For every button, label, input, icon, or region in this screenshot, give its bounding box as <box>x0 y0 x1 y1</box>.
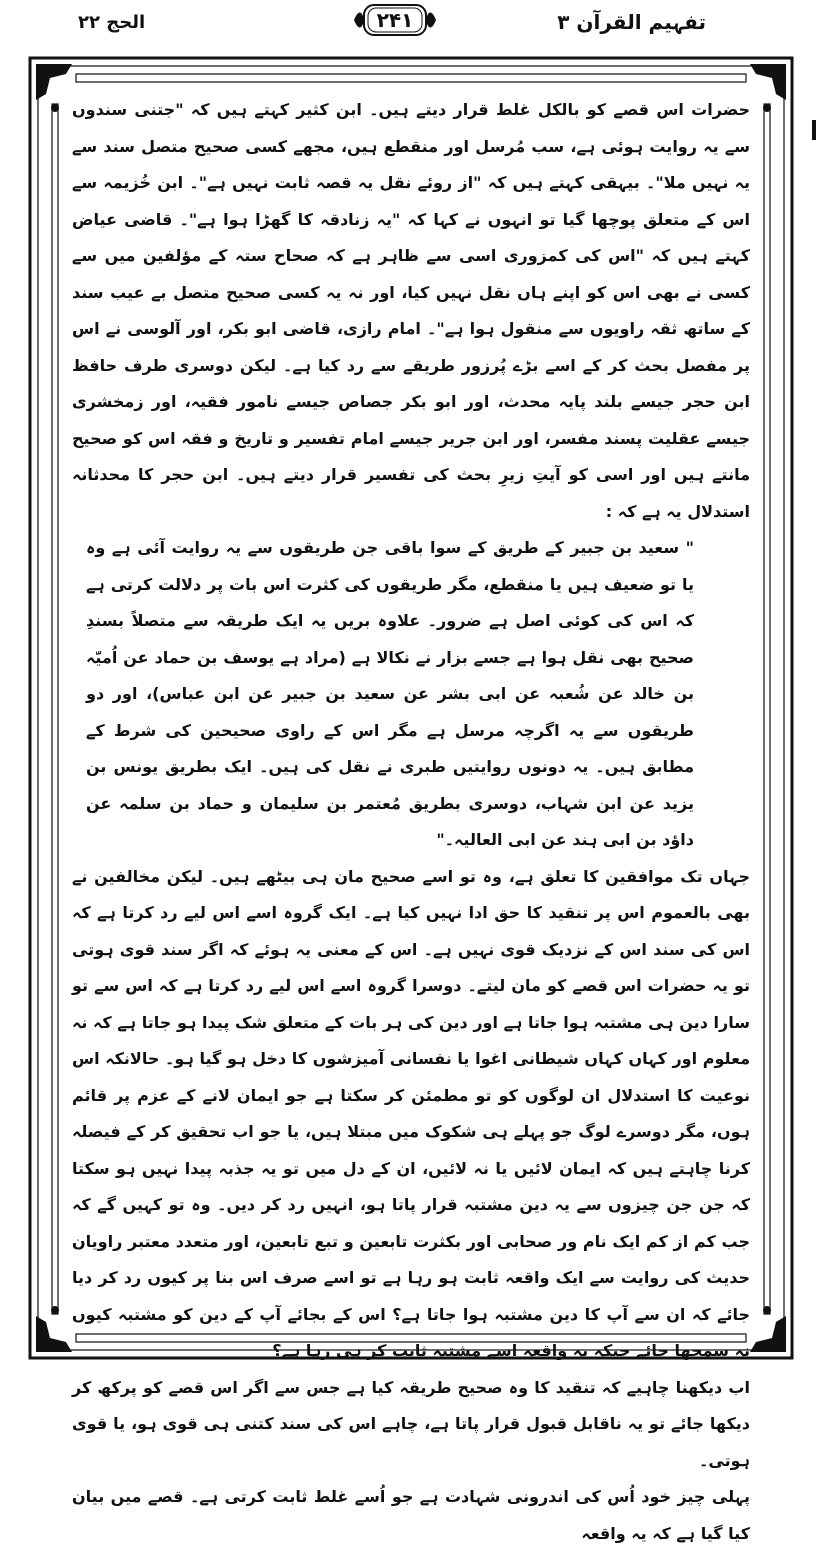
commentary-text <box>72 92 750 1543</box>
paragraph: اب دیکھنا چاہیے کہ تنقید کا وہ صحیح طریقہ کیا ہے جس سے اگر اس قصے کو پرکھ کر دیکھا جائے تو یہ ناقابل قبول قرار پاتا ہے، چاہے اس کی سند کتنی ہی قوی ہو، یا قوی ہوتی۔ <box>72 1377 750 1470</box>
paragraph: حضرات اس قصے کو بالکل غلط قرار دیتے ہیں۔ ابن کثیر کہتے ہیں کہ "جتنی سندوں سے یہ روایت ہوئی ہے، سب مُرسل اور منقطع ہیں، مجھے کسی صحیح متصل سند سے یہ نہیں ملا"۔ بیہقی کہتے ہیں کہ "از روئے نقل یہ قصہ ثابت نہیں ہے"۔ ابن خُزیمہ سے اس کے متعلق پوچھا گیا تو انہوں نے کہا کہ "یہ زنادقہ کا گھڑا ہوا ہے"۔ قاضی عیاض کہتے ہیں کہ "اس کی کمزوری اسی سے ظاہر ہے کہ صحاح ستہ کے مؤلفین میں سے کسی نے بھی اس کو اپنے ہاں نقل نہیں کیا، اور نہ یہ کسی صحیح متصل بے عیب سند کے ساتھ ثقہ راویوں سے منقول ہوا ہے"۔ امام رازی، قاضی ابو بکر، اور آلوسی نے اس پر مفصل بحث کر کے اسے بڑے پُرزور طریقے سے رد کیا ہے۔ لیکن دوسری طرف حافظ ابن حجر جیسے بلند پایہ محدث، اور ابو بکر جصاص جیسے نامور فقیہ، اور زمخشری جیسے عقلیت پسند مفسر، اور ابن جریر جیسے امام تفسیر و تاریخ و فقہ اس کو صحیح مانتے ہیں اور اسی کو آیتِ زیرِ بحث کی تفسیر قرار دیتے ہیں۔ ابن حجر کا محدثانہ استدلال یہ ہے کہ : <box>72 100 750 521</box>
ibn-hajar-quote <box>72 530 750 859</box>
page-number: ۲۴۱ <box>376 8 414 32</box>
quote-text: " سعید بن جبیر کے طریق کے سوا باقی جن طریقوں سے یہ روایت آئی ہے وہ یا تو ضعیف ہیں یا منقطع، مگر طریقوں کی کثرت اس بات پر دلالت کرتی ہے کہ اس کی کوئی اصل ہے ضرور۔ علاوہ بریں یہ ایک طریقہ سے متصلاً بسندِ صحیح بھی نقل ہوا ہے جسے بزار نے نکالا ہے (مراد ہے یوسف بن حماد عن اُمیّہ بن خالد عن شُعبہ عن ابی بشر عن سعید بن جبیر عن ابن عباس)، اور دو طریقوں سے یہ اگرچہ مرسل ہے مگر اس کے راوی صحیحین کی شرط کے مطابق ہیں۔ یہ دونوں روایتیں طبری نے نقل کی ہیں۔ ایک بطریق یونس بن یزید عن ابن شہاب، دوسری بطریق مُعتمر بن سلیمان و حماد بن سلمہ عن داؤد بن ابی ہند عن ابی العالیہ۔" <box>86 538 694 849</box>
page-number-ornament <box>350 2 440 38</box>
paragraph: جہاں تک موافقین کا تعلق ہے، وہ تو اسے صحیح مان ہی بیٹھے ہیں۔ لیکن مخالفین نے بھی بالعموم اس پر تنقید کا حق ادا نہیں کیا ہے۔ ایک گروہ اسے اس لیے رد کرتا ہے کہ اس کی سند اس کے نزدیک قوی نہیں ہے۔ اس کے معنی یہ ہوئے کہ اگر سند قوی ہوتی تو یہ حضرات اس قصے کو مان لیتے۔ دوسرا گروہ اسے اس لیے رد کرتا ہے کہ اس سے تو سارا دین ہی مشتبہ ہوا جاتا ہے اور دین کی ہر بات کے متعلق شک پیدا ہو جاتا ہے کہ نہ معلوم اور کہاں کہاں شیطانی اغوا یا نفسانی آمیزشوں کا دخل ہو گیا ہو۔ حالانکہ اس نوعیت کا استدلال ان لوگوں کو تو مطمئن کر سکتا ہے جو ایمان لانے کے عزم پر قائم ہوں، مگر دوسرے لوگ جو پہلے ہی شکوک میں مبتلا ہیں، یا جو اب تحقیق کر کے فیصلہ کرنا چاہتے ہیں کہ ایمان لائیں یا نہ لائیں، ان کے دل میں تو یہ جذبہ پیدا نہیں ہو سکتا کہ جن جن چیزوں سے یہ دین مشتبہ قرار پاتا ہو، انہیں رد کر دیں۔ وہ تو کہیں گے کہ جب کم از کم ایک نام ور صحابی اور بکثرت تابعین و تبع تابعین، اور متعدد معتبر راویان حدیث کی روایت سے ایک واقعہ ثابت ہو رہا ہے تو اسے صرف اس بنا پر کیوں رد کر دیا جائے کہ ان سے آپ کا دین مشتبہ ہوا جاتا ہے؟ اس کے بجائے آپ کے دین کو مشتبہ کیوں نہ سمجھا جائے جبکہ یہ واقعہ اسے مشتبہ ثابت کر ہی رہا ہے؟ <box>72 866 750 1360</box>
margin-mark <box>812 120 816 140</box>
paragraph: پہلی چیز خود اُس کی اندرونی شہادت ہے جو اُسے غلط ثابت کرتی ہے۔ قصے میں بیان کیا گیا ہے کہ یہ واقعہ <box>72 1487 750 1543</box>
book-title: تفہیم القرآن ۳ <box>557 10 706 34</box>
surah-name: الحج ۲۲ <box>78 12 146 33</box>
page-header <box>0 0 816 40</box>
